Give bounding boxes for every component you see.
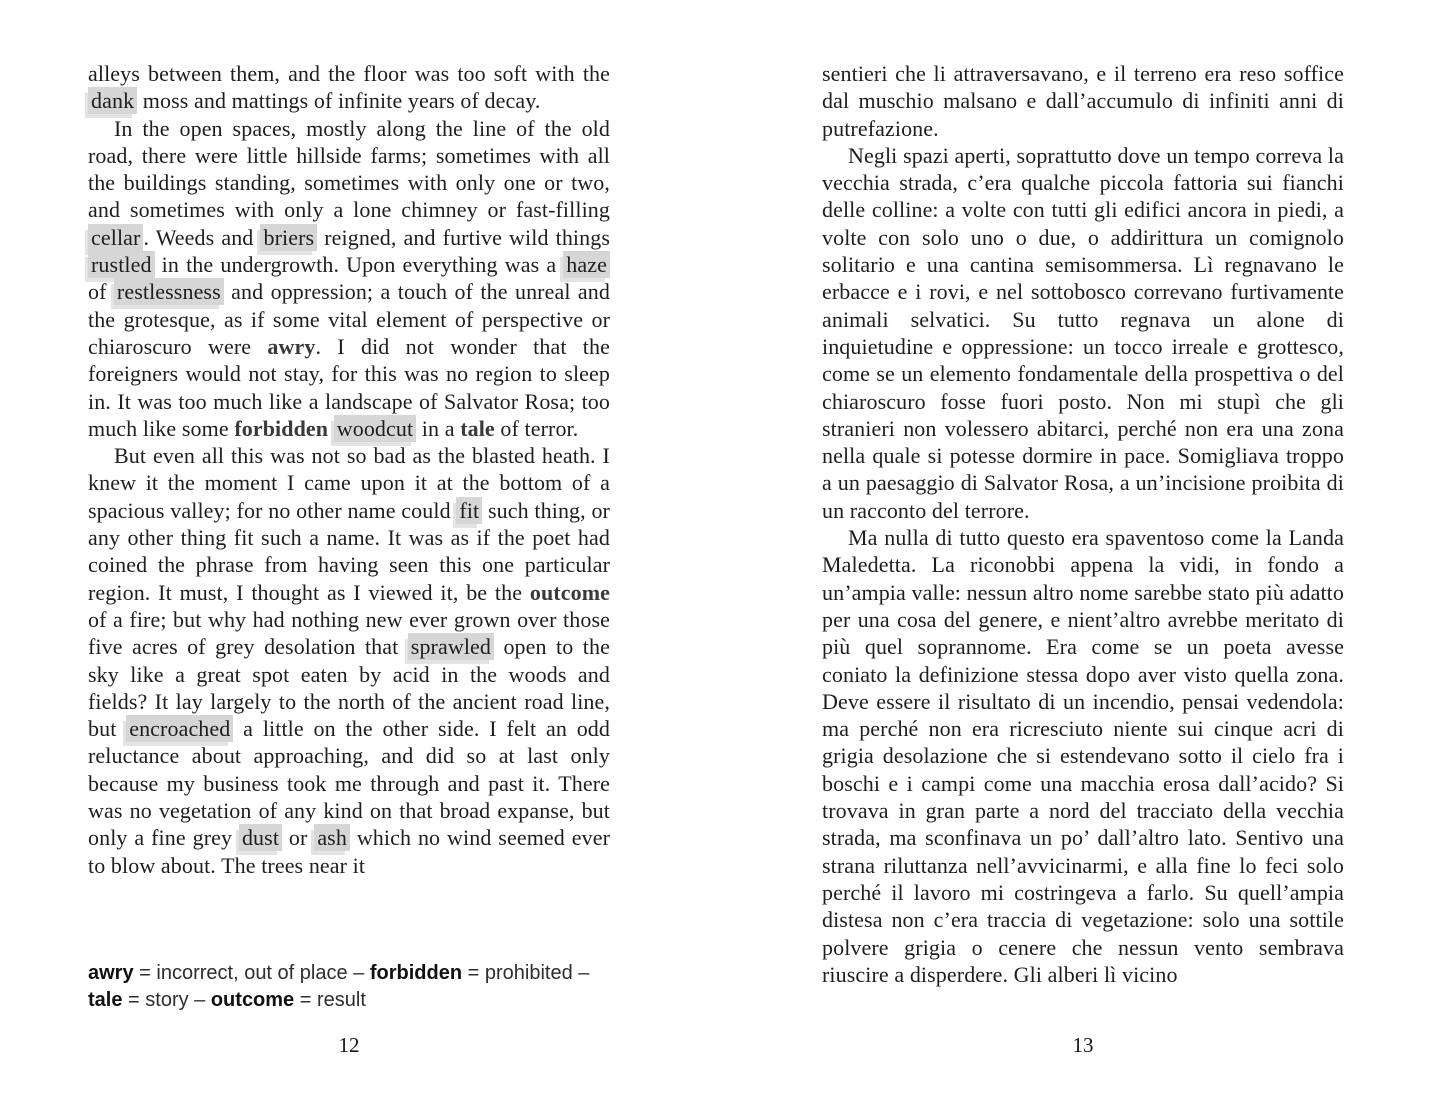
text-run: moss and mattings of infinite years of decay.	[137, 88, 541, 114]
highlighted-word: restlessness	[114, 278, 224, 305]
text-run: Ma nulla di tutto questo era spaventoso come la Landa Maledetta. La riconobbi appena la vidi, in fondo a un’ampia valle: nessun altro nome sarebbe stato più adatto per una cosa del genere, e nient’altro avrebbe meritato di più quel soprannome. Era come se un poeta avesse coniato la definizione stessa dopo aver visto quella zona. Deve essere il risultato di un incendio, pensai vedendola: ma perché non era ricresciuto niente sui cinque acri di grigia desolazione che si estendevano sotto il cielo fra i boschi e i campi come una macchia erosa dall’acido? Si trovava in gran parte a nord del tracciato della vecchia strada, ma sconfinava un po’ dall’altro lato. Sentivo una strana riluttanza nell’avvicinarmi, e alla fine lo feci solo perché il lavoro mi costringeva a farlo. Su quell’ampia distesa non c’era traccia di vegetazione: solo una sottile polvere grigia o cenere che nessun vento sembrava riuscire a disperdere. Gli alberi lì vicino	[822, 525, 1344, 987]
text-run: of	[88, 279, 114, 305]
text-run: = story –	[122, 989, 211, 1011]
highlighted-word: cellar	[88, 224, 143, 251]
paragraph	[88, 442, 610, 879]
text-run: or	[282, 825, 315, 851]
text-run: of terror.	[494, 415, 579, 441]
highlighted-word: fit	[456, 497, 482, 524]
paragraph	[88, 115, 610, 443]
highlighted-word: sprawled	[408, 633, 494, 660]
text-run: in the undergrowth. Upon everything was a	[154, 252, 564, 278]
paragraph	[88, 60, 610, 115]
text-run	[328, 416, 334, 441]
highlighted-word: dust	[239, 824, 282, 851]
glossary	[88, 960, 610, 1014]
glossed-word: tale	[460, 415, 495, 441]
text-run: a little on the other side. I felt an odd reluctance about approaching, and did so at last only because my business took me through and past it. There was no vegetation of any kind on that broad expanse, but only a fine grey	[88, 716, 611, 851]
paragraph	[822, 60, 1344, 142]
page-right-text	[822, 60, 1344, 988]
glossed-word: outcome	[210, 989, 295, 1011]
highlighted-word: haze	[563, 251, 610, 278]
paragraph	[822, 142, 1344, 524]
text-run: which no wind seemed ever to blow about. The trees near it	[88, 825, 610, 878]
highlighted-word: woodcut	[334, 415, 416, 442]
text-run: alleys between them, and the floor was too soft with the	[88, 61, 610, 86]
highlighted-word: dank	[88, 87, 137, 114]
text-run: = incorrect, out of place –	[133, 962, 370, 984]
text-run: such thing, or any other thing fit such a name. It was as if the poet had coined the phrase from having seen this one particular region. It must, I thought as I viewed it, be the	[88, 497, 610, 605]
text-run: . Weeds and	[143, 224, 261, 250]
glossed-word: awry	[88, 962, 134, 984]
highlighted-word: ash	[314, 824, 350, 851]
text-run: In the open spaces, mostly along the line of the old road, there were little hillside farms; sometimes with all the buildings standing, sometimes with only one or two, and sometimes with only a lone chimney or fast-filling	[88, 115, 610, 223]
highlighted-word: encroached	[126, 715, 233, 742]
glossed-word: tale	[88, 989, 123, 1011]
text-run: in a	[416, 415, 461, 441]
highlighted-word: briers	[260, 224, 317, 251]
glossed-word: outcome	[529, 579, 610, 605]
text-run: = result	[294, 989, 366, 1011]
text-run: open to the sky like a great spot eaten by acid in the woods and fields? It lay largely to the north of the ancient road line, but	[88, 634, 610, 742]
highlighted-word: rustled	[88, 251, 155, 278]
text-run: and oppression; a touch of the unreal and the grotesque, as if some vital element of perspective or chiaroscuro were	[88, 279, 610, 359]
text-run: sentieri che li attraversavano, e il terreno era reso soffice dal muschio malsano e dall’accumulo di infiniti anni di putrefazione.	[822, 61, 1344, 141]
glossed-word: forbidden	[234, 415, 329, 441]
text-run: of a fire; but why had nothing new ever grown over those five acres of grey desolation that	[88, 606, 610, 660]
text-run: . I did not wonder that the foreigners would not stay, for this was no region to sleep in. It was too much like a landscape of Salvator Rosa; too much like some	[88, 333, 610, 441]
text-run: = prohibited –	[462, 962, 590, 984]
page-number-right: 13	[1072, 1033, 1094, 1057]
page-left-text	[88, 60, 610, 879]
text-run: reigned, and furtive wild things	[317, 224, 610, 250]
text-run: But even all this was not so bad as the blasted heath. I knew it the moment I came upon it at the bottom of a spacious valley; for no other name could	[88, 443, 610, 523]
glossed-word: forbidden	[369, 962, 463, 984]
glossed-word: awry	[267, 333, 316, 359]
paragraph	[822, 524, 1344, 988]
page-number-left: 12	[338, 1033, 360, 1057]
text-run: Negli spazi aperti, soprattutto dove un tempo correva la vecchia strada, c’era qualche piccola fattoria sui fianchi delle colline: a volte con tutti gli edifici ancora in piedi, a volte con solo uno o due, o addirittura un comignolo solitario e una cantina semisommersa. Lì regnavano le erbacce e i rovi, e nel sottobosco correvano furtivamente animali selvatici. Su tutto regnava un alone di inquietudine e oppressione: un tocco irreale e grottesco, come se un elemento fondamentale della prospettiva o del chiaroscuro fosse fuori posto. Non mi stupì che gli stranieri non volessero abitarci, perché non era una zona nella quale si potesse dormire in pace. Somigliava troppo a un paesaggio di Salvator Rosa, a un’incisione proibita di un racconto del terrore.	[822, 142, 1344, 523]
